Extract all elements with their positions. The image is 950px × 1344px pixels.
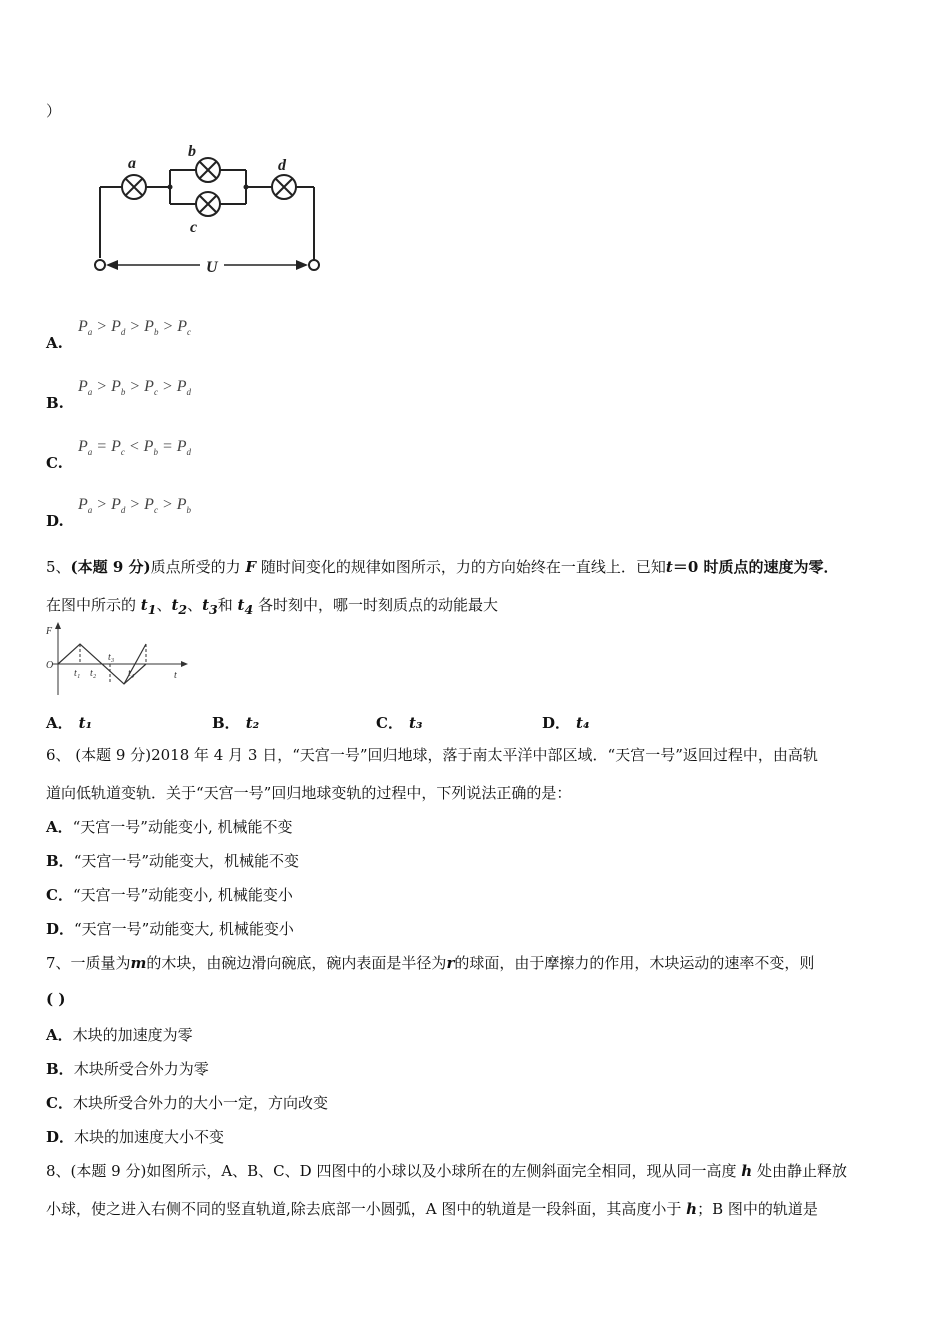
option-expression: $P_a > P_d > P_b > P_c$ <box>78 318 192 338</box>
q5-option: C． t₃ <box>376 714 423 732</box>
graph-axis-F: F <box>46 626 53 637</box>
q5-line-1: 5、(本题 9 分)质点所受的力 F 随时间变化的规律如图所示，力的方向始终在一直线上．已知t＝0 时质点的速度为零． <box>46 558 839 576</box>
option-label: D. <box>46 512 64 530</box>
q6-line-1: 6、 (本题 9 分)2018 年 4 月 3 日，“天宫一号”回归地球，落于南太平洋中部区域．“天宫一号”返回过程中，由高轨 <box>46 746 818 764</box>
graph-origin: O <box>46 660 54 671</box>
q6-option: B．“天宫一号”动能变大，机械能不变 <box>46 852 300 870</box>
q8-line-1: 8、(本题 9 分)如图所示，A、B、C、D 四图中的小球以及小球所在的左侧斜面完全相同，现从同一高度 h 处由静止释放 <box>46 1162 847 1180</box>
voltage-label: U <box>206 259 218 276</box>
previous-question-tail: ） <box>46 102 62 120</box>
option-expression: $P_a = P_c < P_b = P_d$ <box>78 438 192 458</box>
q8-line-2: 小球，使之进入右侧不同的竖直轨道,除去底部一小圆弧，A 图中的轨道是一段斜面，其高度小于 h；B 图中的轨道是 <box>46 1200 818 1218</box>
q7-line-2: ( ) <box>46 990 66 1008</box>
option-label: C. <box>46 454 63 472</box>
lamp-b-label: b <box>188 143 196 160</box>
q6-option: C．“天宫一号”动能变小, 机械能变小 <box>46 886 293 904</box>
graph-t2: t₂ <box>90 668 97 679</box>
q5-line-2: 在图中所示的 $t_1$、$t_2$、$t_3$和 $t_4$ 各时刻中，哪一时刻质点的动能最大 <box>46 596 498 617</box>
q7-option: C．木块所受合外力的大小一定，方向改变 <box>46 1094 328 1112</box>
q7-option: B．木块所受合外力为零 <box>46 1060 209 1078</box>
q7-option: A．木块的加速度为零 <box>46 1026 193 1044</box>
option-label: A. <box>46 334 63 352</box>
graph-t1: t₁ <box>74 668 81 679</box>
graph-axis-t: t <box>174 670 177 681</box>
lamp-c-label: c <box>190 219 198 236</box>
q7-line-1: 7、一质量为m的木块，由碗边滑向碗底，碗内表面是半径为r的球面，由于摩擦力的作用，木块运动的速率不变，则 <box>46 954 815 972</box>
q7-option: D．木块的加速度大小不变 <box>46 1128 225 1146</box>
q6-line-2: 道向低轨道变轨．关于“天宫一号”回归地球变轨的过程中，下列说法正确的是： <box>46 784 572 802</box>
q6-option: A．“天宫一号”动能变小, 机械能不变 <box>46 818 293 836</box>
q5-option: A． t₁ <box>46 714 93 732</box>
q6-option: D．“天宫一号”动能变大, 机械能变小 <box>46 920 294 938</box>
lamp-d-label: d <box>278 157 286 174</box>
q5-option: B． t₂ <box>212 714 260 732</box>
graph-t4: t₄ <box>128 668 135 679</box>
circuit-diagram <box>60 140 340 285</box>
option-label: B. <box>46 394 64 412</box>
force-time-graph <box>44 620 194 700</box>
lamp-a-label: a <box>128 155 136 172</box>
option-expression: $P_a > P_d > P_c > P_b$ <box>78 496 192 516</box>
option-expression: $P_a > P_b > P_c > P_d$ <box>78 378 192 398</box>
graph-t3: t₃ <box>108 652 115 663</box>
q5-option: D． t₄ <box>542 714 590 732</box>
